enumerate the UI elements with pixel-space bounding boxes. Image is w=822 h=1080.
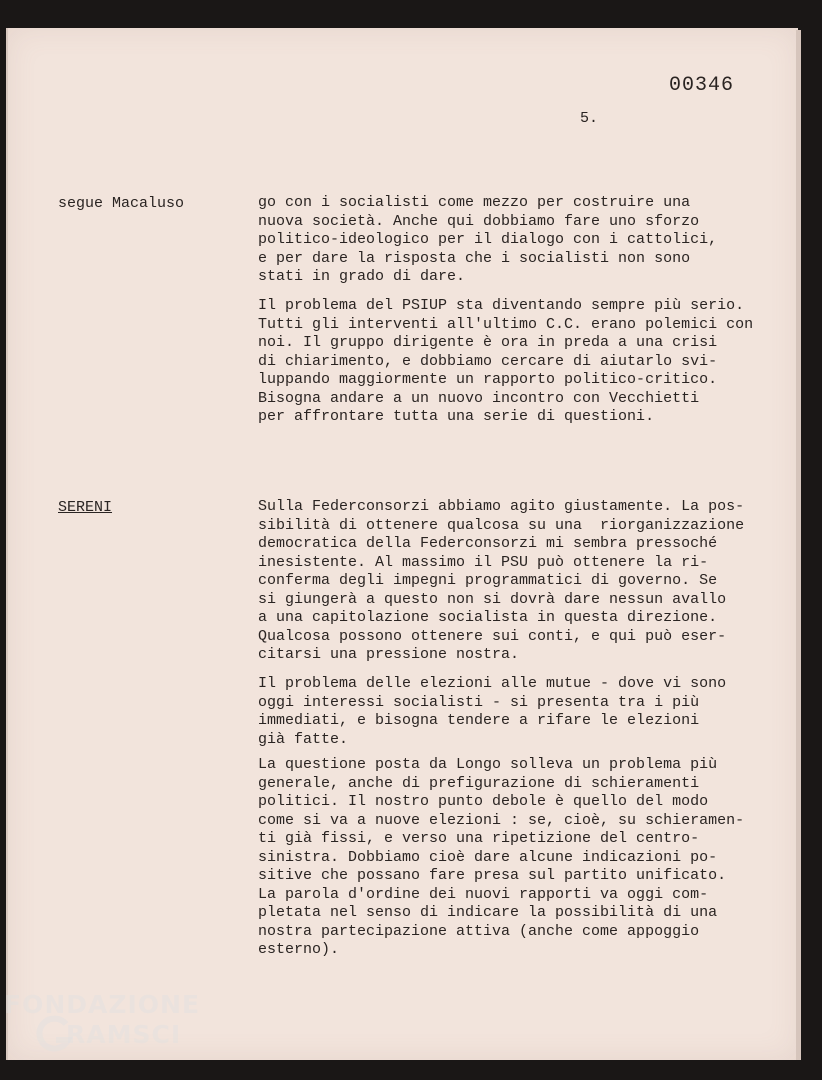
page-number: 5.: [580, 110, 599, 127]
paragraph: Il problema del PSIUP sta diventando sempre più serio. Tutti gli interventi all'ultimo C.C. erano polemici con noi. Il gruppo dirigente è ora in preda a una crisi di chiarimento, e dobbiamo cercare di aiutarlo svi- luppando maggiormente un rapporto politico-critico. Bisogna andare a un nuovo incontro con Vecchietti per affrontare tutta una serie di questioni.: [258, 297, 754, 425]
paragraph: La questione posta da Longo solleva un problema più generale, anche di prefigurazione di schieramenti politici. Il nostro punto debole è quello del modo come si va a nuove elezioni : se, cioè, su schieramen- ti già fissi, e verso una ripetizione del centro- sinistra. Dobbiamo cioè dare alcune indicazioni po- sitive che possano fare presa sul partito unificato. La parola d'ordine dei nuovi rapporti va oggi com- pletata nel senso di indicare la possibilità di una nostra partecipazione attiva (anche come appoggio esterno).: [258, 756, 745, 958]
paragraph: Il problema delle elezioni alle mutue - dove vi sono oggi interessi socialisti - si presenta tra i più immediati, e bisogna tendere a rifare le elezioni già fatte.: [258, 675, 727, 748]
gramsci-g-logo-icon: [34, 1014, 74, 1054]
fondazione-gramsci-watermark: [4, 990, 200, 1050]
paragraph: go con i socialisti come mezzo per costruire una nuova società. Anche qui dobbiamo fare uno sforzo politico-ideologico per il dialogo con i cattolici, e per dare la risposta che i socialisti non sono stati in grado di dare.: [258, 194, 718, 285]
speaker-label-macaluso: segue Macaluso: [58, 195, 185, 212]
watermark-line-2: RAMSCI: [66, 1020, 182, 1049]
paragraph: Sulla Federconsorzi abbiamo agito giustamente. La pos- sibilità di ottenere qualcosa su una riorganizzazione democratica della Federconsorzi mi sembra pressoché inesistente. Al massimo il PSU può ottenere la ri- conferma degli impegni programmatici di governo. Se si giungerà a questo non si dovrà dare nessun avallo a una capitolazione socialista in questa direzione. Qualcosa possono ottenere sui conti, e qui può eser- citarsi una pressione nostra.: [258, 498, 745, 663]
speaker-label-sereni: SERENI: [58, 499, 113, 516]
page-edge: [796, 30, 801, 1060]
watermark-line-1: FONDAZIONE: [4, 990, 201, 1019]
archive-document-number: 00346: [669, 74, 735, 97]
